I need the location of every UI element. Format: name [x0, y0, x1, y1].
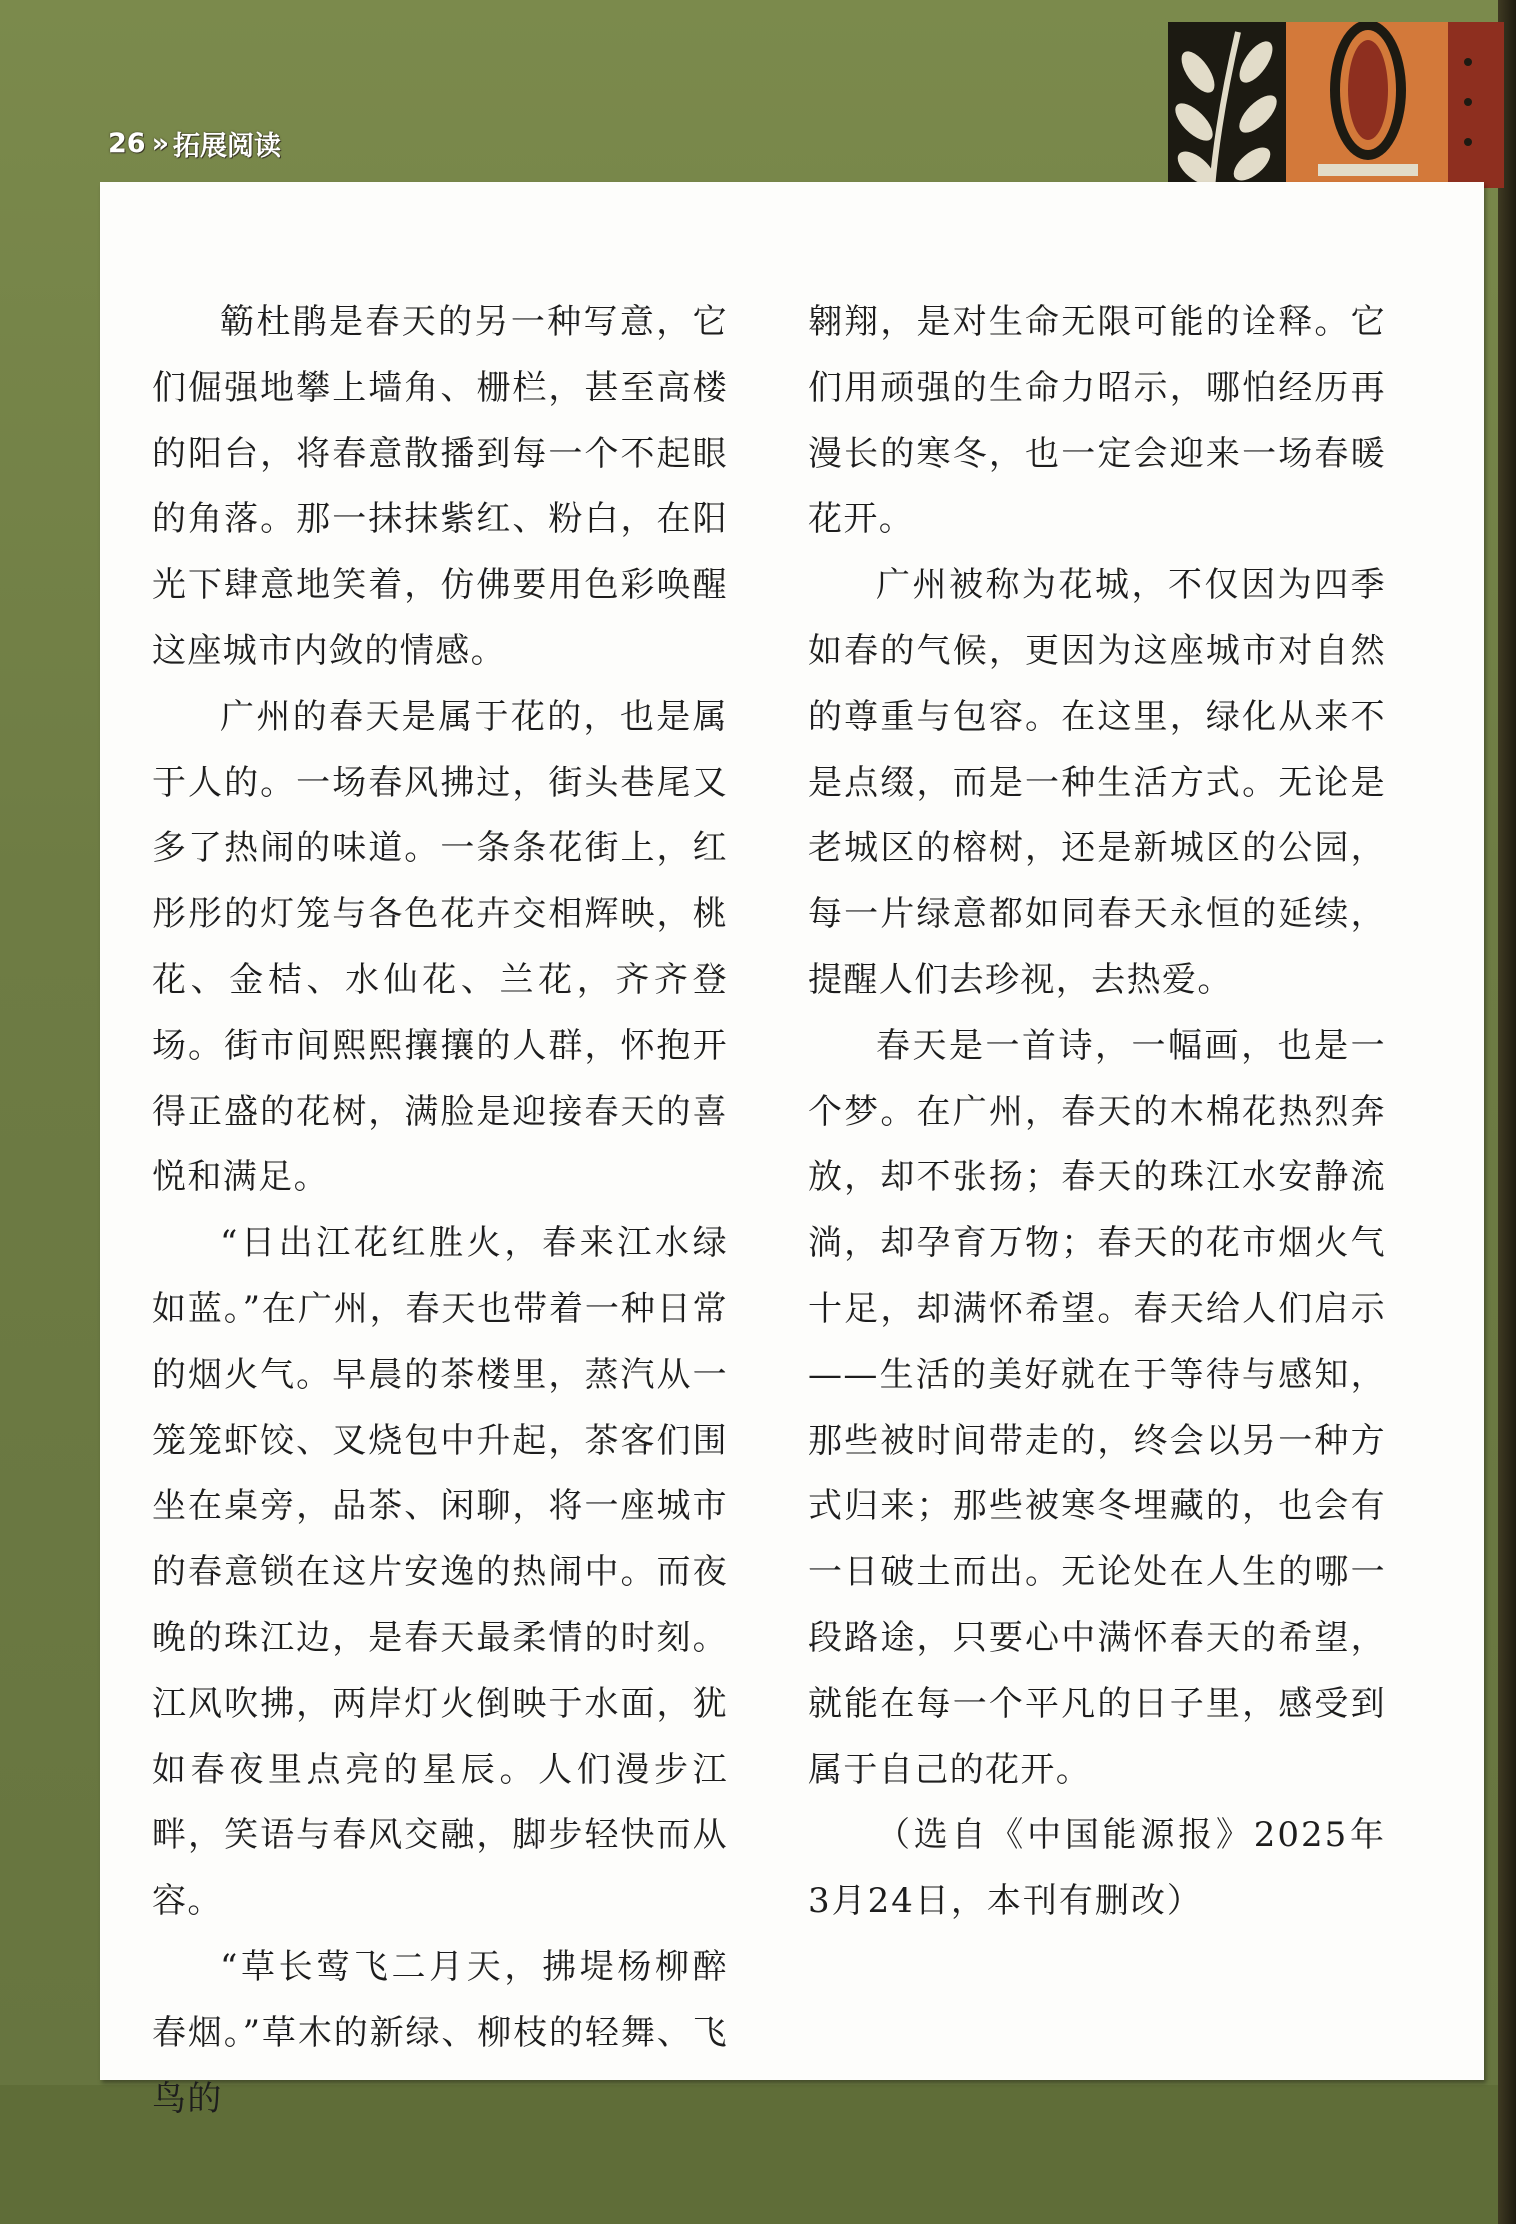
section-title: 拓展阅读 [173, 130, 282, 162]
paragraph: “日出江花红胜火，春来江水绿如蓝。”在广州，春天也带着一种日常的烟火气。早晨的茶楼里，蒸汽从一笼笼虾饺、叉烧包中升起，茶客们围坐在桌旁，品茶、闲聊，将一座城市的春意锁在这片安逸的热闹中。而夜晚的珠江边，是春天最柔情的时刻。江风吹拂，两岸灯火倒映于水面，犹如春夜里点亮的星辰。人们漫步江畔，笑语与春风交融，脚步轻快而从容。 [152, 1223, 728, 1922]
source-citation: （选自《中国能源报》2025年3月24日，本刊有删改） [808, 1815, 1386, 1922]
paragraph: 簕杜鹃是春天的另一种写意，它们倔强地攀上墙角、栅栏，甚至高楼的阳台，将春意散播到每一个不起眼的角落。那一抹抹紫红、粉白，在阳光下肆意地笑着，仿佛要用色彩唤醒这座城市内敛的情感。 [152, 302, 728, 671]
page-number: 26 [108, 127, 146, 159]
chevron-icon: » [151, 127, 168, 159]
page-header [108, 120, 281, 166]
paragraph: 春天是一首诗，一幅画，也是一个梦。在广州，春天的木棉花热烈奔放，却不张扬；春天的珠江水安静流淌，却孕育万物；春天的花市烟火气十足，却满怀希望。春天给人们启示——生活的美好就在于等待与感知，那些被时间带走的，终会以另一种方式归来；那些被寒冬埋藏的，也会有一日破土而出。无论处在人生的哪一段路途，只要心中满怀春天的希望，就能在每一个平凡的日子里，感受到属于自己的花开。 [808, 1025, 1386, 1790]
book-spine-edge [1498, 0, 1516, 2224]
paragraph: 广州被称为花城，不仅因为四季如春的气候，更因为这座城市对自然的尊重与包容。在这里，绿化从来不是点缀，而是一种生活方式。无论是老城区的榕树，还是新城区的公园，每一片绿意都如同春天永恒的延续，提醒人们去珍视，去热爱。 [808, 565, 1386, 1000]
leaf-pattern-icon [1168, 22, 1504, 188]
paragraph: 广州的春天是属于花的，也是属于人的。一场春风拂过，街头巷尾又多了热闹的味道。一条条花街上，红彤彤的灯笼与各色花卉交相辉映，桃花、金桔、水仙花、兰花，齐齐登场。街市间熙熙攘攘的人群，怀抱开得正盛的花树，满脸是迎接春天的喜悦和满足。 [152, 696, 728, 1198]
paragraph: “草长莺飞二月天，拂堤杨柳醉春烟。”草木的新绿、柳枝的轻舞、飞鸟的 [152, 1946, 728, 2119]
paragraph: 翱翔，是对生命无限可能的诠释。它们用顽强的生命力昭示，哪怕经历再漫长的寒冬，也一定会迎来一场春暖花开。 [808, 302, 1386, 540]
left-column [152, 290, 728, 2132]
right-column [808, 290, 1386, 1935]
